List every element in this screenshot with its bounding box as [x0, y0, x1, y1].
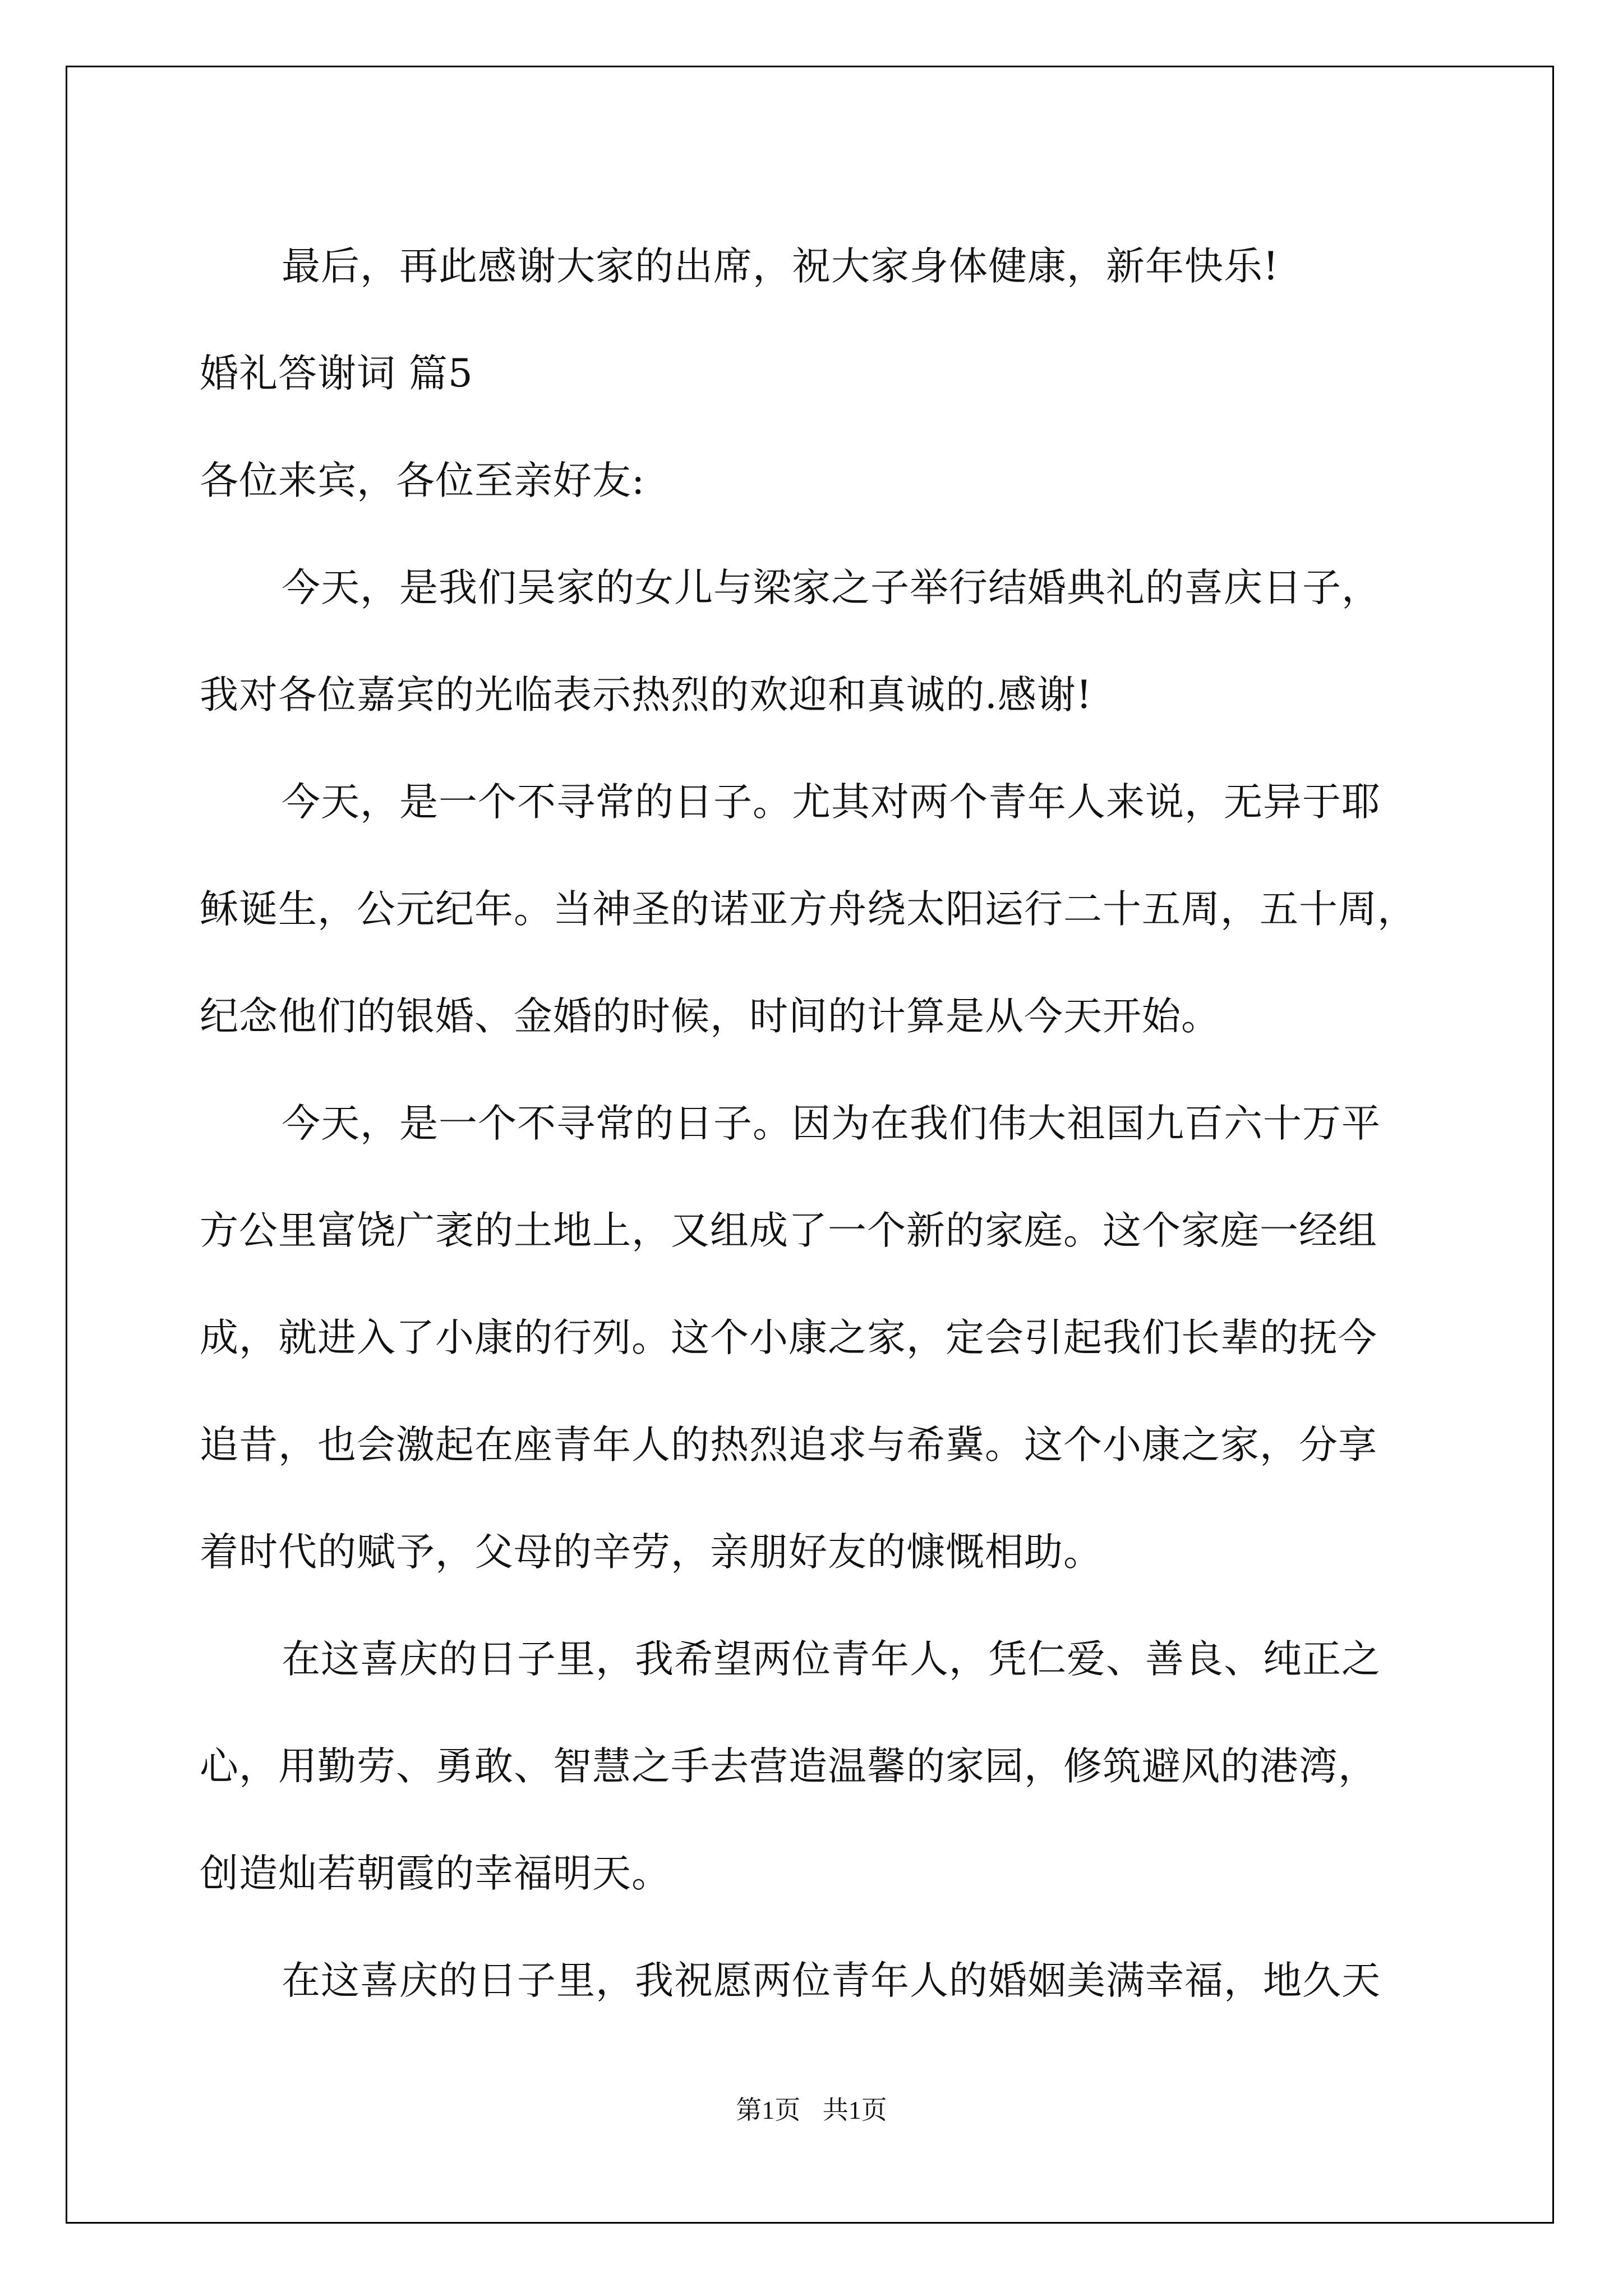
closing-line: 最后，再此感谢大家的出席，祝大家身体健康，新年快乐! — [282, 244, 1279, 289]
paragraph-line: 纪念他们的银婚、金婚的时候，时间的计算是从今天开始。 — [200, 994, 1220, 1039]
page-number: 第1页 — [736, 2096, 801, 2124]
paragraph-line: 今天，是我们吴家的女儿与梁家之子举行结婚典礼的喜庆日子， — [282, 565, 1381, 610]
page-footer — [0, 2090, 1623, 2127]
paragraph-line: 我对各位嘉宾的光临表示热烈的欢迎和真诚的.感谢! — [200, 673, 1092, 717]
paragraph-line: 今天，是一个不寻常的日子。因为在我们伟大祖国九百六十万平 — [282, 1101, 1381, 1146]
paragraph-line: 心，用勤劳、勇敢、智慧之手去营造温馨的家园，修筑避风的港湾， — [200, 1744, 1377, 1789]
document-body — [200, 213, 1464, 2035]
salutation: 各位来宾，各位至亲好友: — [200, 458, 645, 503]
paragraph-line: 创造灿若朝霞的幸福明天。 — [200, 1851, 671, 1896]
paragraph-line: 稣诞生，公元纪年。当神圣的诺亚方舟绕太阳运行二十五周，五十周， — [200, 887, 1417, 932]
paragraph-line: 在这喜庆的日子里，我祝愿两位青年人的婚姻美满幸福，地久天 — [282, 1958, 1381, 2003]
paragraph-line: 方公里富饶广袤的土地上，又组成了一个新的家庭。这个家庭一经组 — [200, 1208, 1377, 1253]
paragraph-line: 今天，是一个不寻常的日子。尤其对两个青年人来说，无异于耶 — [282, 780, 1381, 825]
paragraph-line: 追昔，也会激起在座青年人的热烈追求与希冀。这个小康之家，分享 — [200, 1423, 1377, 1467]
paragraph-line: 着时代的赋予，父母的辛劳，亲朋好友的慷慨相助。 — [200, 1530, 1103, 1575]
page-total: 共1页 — [822, 2096, 887, 2124]
paragraph-line: 在这喜庆的日子里，我希望两位青年人，凭仁爱、善良、纯正之 — [282, 1637, 1381, 1682]
paragraph-line: 成，就进入了小康的行列。这个小康之家，定会引起我们长辈的抚今 — [200, 1315, 1377, 1360]
section-heading: 婚礼答谢词 篇5 — [200, 351, 473, 396]
